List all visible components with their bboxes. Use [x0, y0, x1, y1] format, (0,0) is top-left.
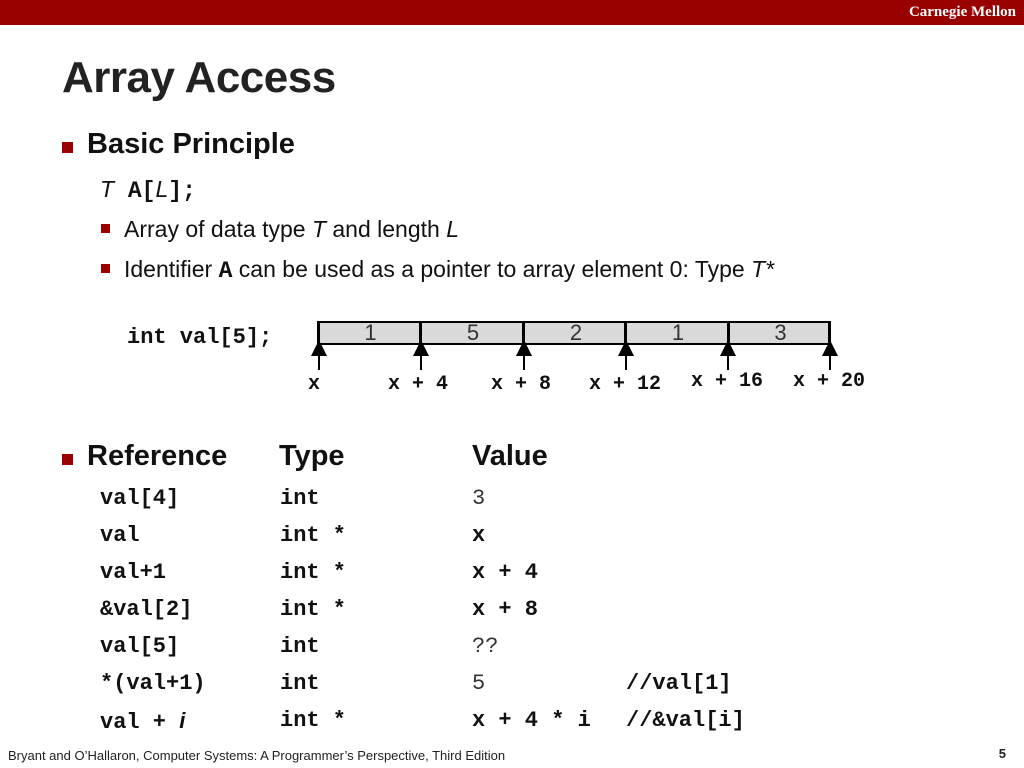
page-number: 5 — [998, 746, 1006, 761]
table-row-type: int * — [280, 523, 347, 548]
column-header-value: Value — [472, 440, 548, 472]
bullet1-text-a: Array of data type — [124, 216, 312, 242]
table-row-reference: val — [100, 523, 140, 548]
basic-principle-heading: Basic Principle — [87, 128, 295, 160]
brand-label: Carnegie Mellon — [908, 4, 1016, 20]
bullet2-type: T* — [751, 256, 775, 282]
table-row-reference: val[5] — [100, 634, 180, 659]
array-cell: 1 — [624, 321, 729, 345]
address-label: x + 8 — [491, 373, 552, 396]
array-cell: 1 — [317, 321, 421, 345]
address-label: x — [308, 373, 321, 396]
array-declaration: int val[5]; — [127, 325, 273, 350]
bullet1-T: T — [311, 216, 326, 242]
table-row-type: int — [280, 634, 320, 659]
table-row-value: x + 8 — [472, 597, 539, 622]
decl-A: A[ — [114, 178, 156, 204]
table-row-value: ?? — [472, 634, 499, 659]
table-row-value: x — [472, 523, 486, 548]
bullet2-text-b: can be used as a pointer to array element 0: Type — [232, 256, 752, 282]
table-row-value: 3 — [472, 486, 486, 511]
decl-close: ]; — [168, 178, 196, 204]
address-label: x + 12 — [589, 373, 662, 396]
bullet2-text-a: Identifier — [124, 256, 219, 282]
table-row-reference: *(val+1) — [100, 671, 206, 696]
reference-index-i: i — [179, 708, 186, 733]
bullet1-text-b: and length — [326, 216, 447, 242]
table-row-value: x + 4 * i — [472, 708, 591, 733]
table-row-type: int * — [280, 708, 347, 733]
bullet-square-icon — [62, 454, 73, 465]
table-row-type: int — [280, 486, 320, 511]
reference-text: val + — [100, 710, 180, 735]
column-header-reference: Reference — [87, 440, 228, 472]
decl-type-T: T — [100, 176, 115, 202]
slide-title: Array Access — [62, 53, 336, 102]
array-cell: 5 — [419, 321, 524, 345]
array-cell: 3 — [727, 321, 831, 345]
address-label: x + 4 — [388, 373, 449, 396]
table-row-reference: val[4] — [100, 486, 180, 511]
table-row-type: int — [280, 671, 320, 696]
decl-length-L: L — [155, 176, 169, 202]
address-label: x + 16 — [691, 370, 764, 393]
bullet1-L: L — [446, 216, 460, 242]
column-header-type: Type — [279, 440, 345, 472]
table-row-value: 5 — [472, 671, 486, 696]
table-row-reference: val+1 — [100, 560, 167, 585]
table-row-reference — [100, 708, 185, 735]
table-row-value: x + 4 — [472, 560, 539, 585]
table-row-comment: //&val[i] — [626, 708, 745, 733]
address-label: x + 20 — [793, 370, 866, 393]
table-row-comment: //val[1] — [626, 671, 732, 696]
footer-citation: Bryant and O’Hallaron, Computer Systems: A Programmer’s Perspective, Third Edition — [8, 748, 506, 763]
table-row-type: int * — [280, 597, 347, 622]
bullet2-A: A — [218, 258, 233, 284]
array-cell: 2 — [522, 321, 627, 345]
table-row-reference: &val[2] — [100, 597, 193, 622]
table-row-type: int * — [280, 560, 347, 585]
